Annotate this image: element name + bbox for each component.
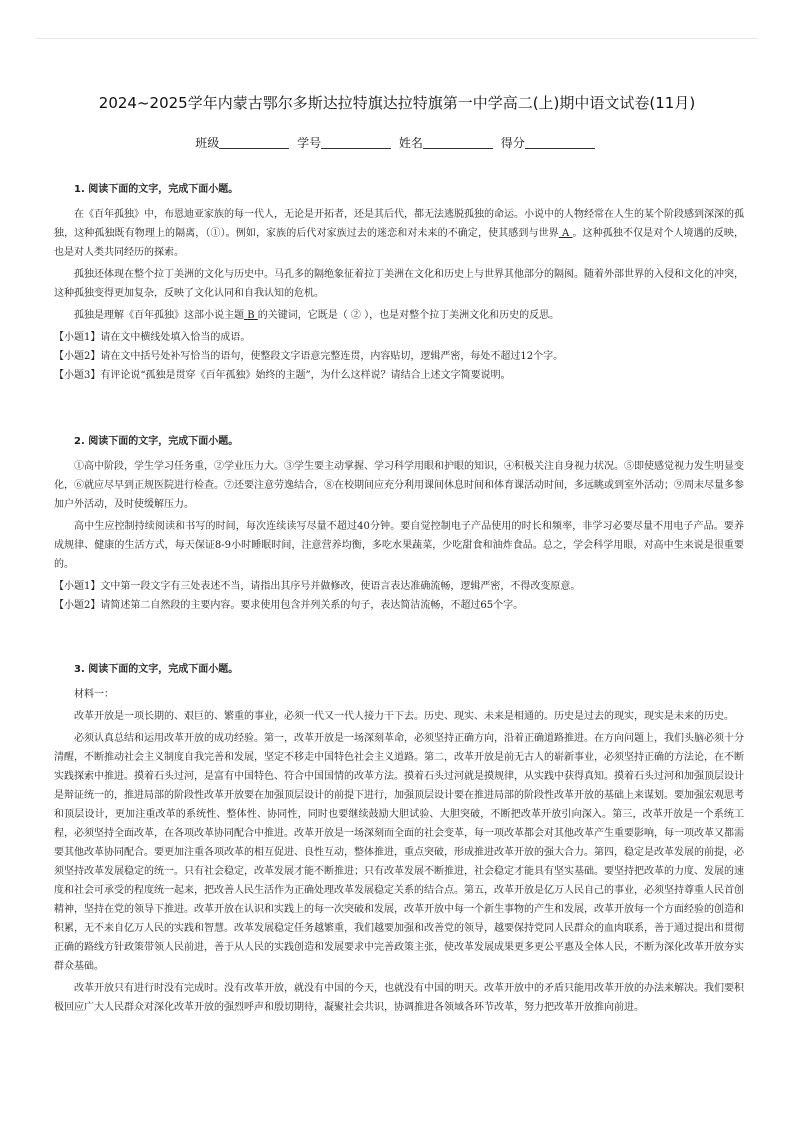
q1-paragraph-1 bbox=[54, 205, 744, 262]
q2-subquestion-2: 【小题2】请简述第二自然段的主要内容。要求使用包含并列关系的句子，表达简洁流畅，不超过65个字。 bbox=[54, 600, 524, 611]
question-2 bbox=[54, 432, 744, 615]
q1-p3-text-b: 的关键词，它既是（ ② ），也是对整个拉丁美洲文化和历史的反思。 bbox=[257, 310, 560, 321]
question-1-heading: 1. 阅读下面的文字，完成下面小题。 bbox=[74, 184, 239, 195]
q1-subquestion-1: 【小题1】请在文中横线处填入恰当的成语。 bbox=[54, 332, 251, 343]
class-blank[interactable] bbox=[219, 136, 289, 149]
q1-blank-b bbox=[244, 310, 258, 321]
q2-subquestion-1: 【小题1】文中第一段文字有三处表述不当，请指出其序号并做修改，使语言表达准确流畅，逻辑严密，不得改变原意。 bbox=[54, 581, 581, 592]
name-blank[interactable] bbox=[423, 136, 493, 149]
question-1 bbox=[54, 180, 744, 385]
q1-paragraph-3 bbox=[54, 306, 744, 325]
question-2-heading: 2. 阅读下面的文字，完成下面小题。 bbox=[74, 436, 239, 447]
q1-subquestion-3: 【小题3】有评论说“孤独是贯穿《百年孤独》始终的主题”，为什么这样说？请结合上述文字简要说明。 bbox=[54, 370, 511, 381]
class-label: 班级 bbox=[195, 136, 220, 150]
score-blank[interactable] bbox=[525, 136, 595, 149]
name-label: 姓名 bbox=[398, 136, 423, 150]
q1-p3-text-a: 孤独是理解《百年孤独》这部小说主题 bbox=[74, 310, 244, 321]
q1-p1-text-a: 在《百年孤独》中，布恩迪亚家族的每一代人，无论是开拓者，还是其后代，都无法逃脱孤独的命运。小说中的人物经常在人生的某个阶段感到深深的孤独，这种孤独既有物理上的隔离，（①）。例如，家族的后代对家族过去的迷恋和对未来的不确定，使其感到与世界 bbox=[54, 209, 744, 239]
q3-paragraph-3: 改革开放只有进行时没有完成时。没有改革开放，就没有中国的今天，也就没有中国的明天。改革开放中的矛盾只能用改革开放的办法来解决。我们要积极回应广大人民群众对深化改革开放的强烈呼声和殷切期待，凝聚社会共识，协调推进各领域各环节改革，努力把改革开放推向前进。 bbox=[54, 983, 744, 1013]
q1-blank-b-label: B bbox=[247, 310, 255, 321]
score-label: 得分 bbox=[500, 136, 525, 150]
top-divider bbox=[36, 38, 758, 39]
question-3-heading: 3. 阅读下面的文字，完成下面小题。 bbox=[74, 664, 239, 675]
question-3 bbox=[54, 660, 744, 1020]
q1-paragraph-2: 孤独还体现在整个拉丁美洲的文化与历史中。马孔多的隔绝象征着拉丁美洲在文化和历史上与世界其他部分的隔阂。随着外部世界的入侵和文化的冲突，这种孤独变得更加复杂，反映了文化认同和自我认知的危机。 bbox=[54, 269, 744, 299]
student-info-line bbox=[0, 134, 794, 151]
exam-title: 2024~2025学年内蒙古鄂尔多斯达拉特旗达拉特旗第一中学高二(上)期中语文试卷(11月) bbox=[98, 94, 696, 112]
q1-blank-a-label: A bbox=[562, 228, 570, 239]
q3-material-label: 材料一： bbox=[74, 689, 114, 700]
id-label: 学号 bbox=[297, 136, 322, 150]
q1-p1-text-b: 。这种孤独不仅是对个人境遇的反映，也是对人类共同经历的探索。 bbox=[54, 228, 745, 258]
id-blank[interactable] bbox=[321, 136, 391, 149]
q1-blank-a bbox=[559, 228, 573, 239]
q3-paragraph-2: 必须认真总结和运用改革开放的成功经验。第一，改革开放是一场深刻革命，必须坚持正确方向，沿着正确道路推进。在方向问题上，我们头脑必须十分清醒，不断推动社会主义制度自我完善和发展，坚定不移走中国特色社会主义道路。第二，改革开放是前无古人的崭新事业，必须坚持正确的方法论，在不断实践探索中推进。摸着石头过河，是富有中国特色、符合中国国情的改革方法。摸着石头过河就是摸规律，从实践中获得真知。摸着石头过河和加强顶层设计是辩证统一的，推进局部的阶段性改革开放要在加强顶层设计的前提下进行，加强顶层设计要在推进局部的阶段性改革开放的基础上来谋划。要加强宏观思考和顶层设计，更加注重改革的系统性、整体性、协同性，同时也要继续鼓励大胆试验、大胆突破，不断把改革开放引向深入。第三，改革开放是一个系统工程，必须坚持全面改革，在各项改革协同配合中推进。改革开放是一场深刻而全面的社会变革，每一项改革都会对其他改革产生重要影响，每一项改革又都需要其他改革协同配合。要更加注重各项改革的相互促进、良性互动，整体推进，重点突破，形成推进改革开放的强大合力。第四，稳定是改革发展的前提，必须坚持改革发展稳定的统一。只有社会稳定，改革发展才能不断推进；只有改革发展不断推进，社会稳定才能具有坚实基础。要坚持把改革的力度、发展的速度和社会可承受的程度统一起来，把改善人民生活作为正确处理改革发展稳定关系的结合点。第五，改革开放是亿万人民自己的事业，必须坚持尊重人民首创精神，坚持在党的领导下推进。改革开放在认识和实践上的每一次突破和发展，改革开放中每一个新生事物的产生和发展，改革开放每一个方面经验的创造和积累，无不来自亿万人民的实践和智慧。改革发展稳定任务越繁重，我们越要加强和改善党的领导，越要保持党同人民群众的血肉联系，善于通过提出和贯彻正确的路线方针政策带领人民前进，善于从人民的实践创造和发展要求中完善政策主张，使改革发展成果更多更公平惠及全体人民，不断为深化改革开放夯实群众基础。 bbox=[54, 733, 744, 972]
q3-paragraph-1: 改革开放是一项长期的、艰巨的、繁重的事业，必须一代又一代人接力干下去。历史、现实、未来是相通的。历史是过去的现实，现实是未来的历史。 bbox=[74, 711, 734, 722]
q1-subquestion-2: 【小题2】请在文中括号处补写恰当的语句，使整段文字语意完整连贯，内容贴切，逻辑严密，每处不超过12个字。 bbox=[54, 351, 564, 362]
q2-paragraph-1: ①高中阶段，学生学习任务重，②学业压力大。③学生要主动掌握、学习科学用眼和护眼的知识，④积极关注自身视力状况。⑤即使感觉视力发生明显变化，⑥就应尽早到正规医院进行检查。⑦还要注意劳逸结合，⑧在校期间应充分利用课间休息时间和体育课活动时间，多远眺或到室外活动；⑨周末尽量多参加户外活动，及时使缓解压力。 bbox=[54, 461, 744, 510]
q2-paragraph-2: 高中生应控制持续阅读和书写的时间，每次连续读写尽量不超过40分钟。要自觉控制电子产品使用的时长和频率，非学习必要尽量不用电子产品。要养成规律、健康的生活方式，每天保证8-9小时睡眠时间，注意营养均衡，多吃水果蔬菜，少吃甜食和油炸食品。总之，学会科学用眼，对高中生来说是很重要的。 bbox=[54, 521, 744, 570]
